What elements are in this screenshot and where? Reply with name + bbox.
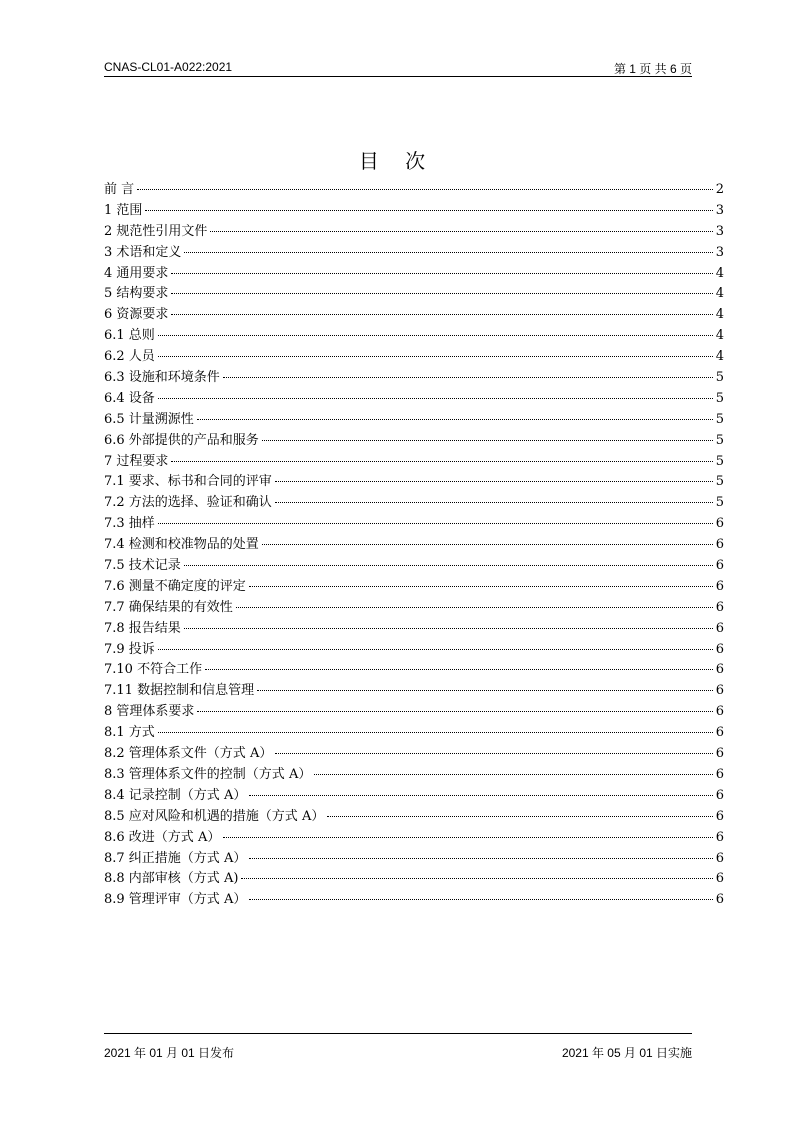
toc-dot-leader [137,189,713,190]
toc-entry[interactable] [104,389,724,410]
toc-entry[interactable] [104,222,724,243]
toc-dot-leader [210,231,712,232]
toc-dot-leader [205,669,713,670]
toc-entry[interactable] [104,514,724,535]
toc-entry[interactable] [104,807,724,828]
toc-entry-page: 6 [715,892,724,908]
toc-entry-page: 2 [715,182,724,197]
toc-entry-label: 7.10 不符合工作 [104,662,203,678]
toc-entry[interactable] [104,264,724,285]
toc-entry[interactable] [104,347,724,368]
toc-dot-leader [275,481,713,482]
toc-entry-page: 5 [715,370,724,386]
toc-entry-page: 3 [715,244,724,260]
toc-entry-label: 4 通用要求 [104,265,169,281]
toc-dot-leader [249,899,712,900]
toc-entry-label: 7 过程要求 [104,453,169,469]
toc-dot-leader [275,502,713,503]
toc-entry-label: 6.4 设备 [104,390,155,406]
toc-entry-label: 8.5 应对风险和机遇的措施（方式 A） [104,808,325,824]
toc-entry-page: 6 [715,850,724,866]
toc-entry[interactable] [104,431,724,452]
toc-dot-leader [158,523,713,524]
toc-entry-page: 6 [715,516,724,532]
toc-dot-leader [257,690,713,691]
toc-entry-page: 5 [715,453,724,469]
toc-entry-label: 8.6 改进（方式 A） [104,829,221,845]
toc-entry-page: 6 [715,766,724,782]
toc-entry[interactable] [104,681,724,702]
toc-dot-leader [184,628,713,629]
toc-entry[interactable] [104,201,724,222]
toc-entry-label: 8.3 管理体系文件的控制（方式 A） [104,766,312,782]
toc-dot-leader [158,335,713,336]
toc-entry-label: 7.1 要求、标书和合同的评审 [104,474,272,490]
effective-date: 2021 年 05 月 01 日实施 [561,1046,692,1060]
toc-entry[interactable] [104,410,724,431]
toc-entry-page: 6 [715,558,724,574]
toc-entry[interactable] [104,326,724,347]
publish-date: 2021 年 01 月 01 日发布 [104,1046,235,1060]
toc-entry-label: 8.9 管理评审（方式 A） [104,892,247,908]
toc-entry[interactable] [104,472,724,493]
toc-dot-leader [171,461,712,462]
toc-dot-leader [249,858,712,859]
toc-entry-page: 6 [715,641,724,657]
toc-entry-page: 3 [715,202,724,218]
toc-dot-leader [145,210,712,211]
toc-entry-label: 1 范围 [104,202,143,218]
toc-entry[interactable] [104,849,724,870]
toc-entry-page: 4 [715,328,724,344]
toc-entry-page: 5 [715,495,724,511]
toc-dot-leader [241,878,712,879]
toc-entry-label: 8.2 管理体系文件（方式 A） [104,746,273,762]
toc-entry-page: 4 [715,307,724,323]
toc-dot-leader [262,544,713,545]
page-footer [104,1033,692,1060]
toc-dot-leader [314,774,712,775]
toc-dot-leader [158,356,713,357]
toc-entry[interactable] [104,828,724,849]
toc-entry-page: 4 [715,349,724,365]
toc-dot-leader [197,711,712,712]
toc-entry-page: 6 [715,704,724,720]
toc-entry[interactable] [104,556,724,577]
toc-dot-leader [236,607,713,608]
toc-dot-leader [223,837,712,838]
toc-entry-page: 4 [715,286,724,302]
toc-entry-page: 6 [715,537,724,553]
toc-entry-page: 5 [715,474,724,490]
toc-entry-label: 7.11 数据控制和信息管理 [104,683,255,699]
toc-entry-label: 2 规范性引用文件 [104,223,208,239]
toc-entry[interactable] [104,765,724,786]
toc-entry[interactable] [104,619,724,640]
toc-entry-label: 8.1 方式 [104,725,155,741]
toc-entry-page: 6 [715,662,724,678]
document-code: CNAS-CL01-A022:2021 [104,60,233,74]
toc-dot-leader [223,377,713,378]
toc-entry-label: 7.8 报告结果 [104,620,181,636]
toc-entry-label: 7.4 检测和校准物品的处置 [104,537,259,553]
toc-entry-label: 7.5 技术记录 [104,558,181,574]
toc-entry-page: 6 [715,808,724,824]
toc-entry[interactable] [104,744,724,765]
toc-entry-label: 6 资源要求 [104,307,169,323]
toc-entry-label: 6.6 外部提供的产品和服务 [104,432,259,448]
toc-entry-label: 8.4 记录控制（方式 A） [104,787,247,803]
toc-entry-page: 6 [715,599,724,615]
toc-entry-label: 8.8 内部审核（方式 A) [104,871,239,887]
toc-entry[interactable] [104,660,724,681]
table-of-contents [104,180,724,911]
toc-dot-leader [249,586,713,587]
toc-entry-label: 6.3 设施和环境条件 [104,370,220,386]
toc-entry[interactable] [104,305,724,326]
toc-entry-label: 7.3 抽样 [104,516,155,532]
toc-entry-label: 6.5 计量溯源性 [104,411,194,427]
toc-entry-page: 3 [715,223,724,239]
toc-entry[interactable] [104,786,724,807]
page-header [104,58,692,77]
toc-entry[interactable] [104,284,724,305]
toc-entry-page: 6 [715,620,724,636]
toc-entry-page: 4 [715,265,724,281]
toc-entry-label: 7.7 确保结果的有效性 [104,599,233,615]
toc-entry[interactable] [104,452,724,473]
toc-entry-label: 6.2 人员 [104,349,155,365]
toc-entry-label: 6.1 总则 [104,328,155,344]
toc-entry-label: 5 结构要求 [104,286,169,302]
toc-entry[interactable] [104,243,724,264]
toc-dot-leader [275,753,712,754]
toc-entry[interactable] [104,368,724,389]
toc-entry-label: 8 管理体系要求 [104,704,195,720]
toc-entry[interactable] [104,577,724,598]
toc-dot-leader [158,398,713,399]
toc-entry-page: 6 [715,746,724,762]
toc-dot-leader [262,440,713,441]
toc-entry-page: 6 [715,725,724,741]
toc-entry-page: 6 [715,871,724,887]
toc-entry[interactable] [104,598,724,619]
toc-dot-leader [184,252,712,253]
toc-entry-page: 6 [715,787,724,803]
toc-entry-page: 5 [715,411,724,427]
toc-dot-leader [158,732,713,733]
toc-entry-label: 7.9 投诉 [104,641,155,657]
toc-dot-leader [171,314,712,315]
toc-entry[interactable] [104,180,724,201]
page-number-info: 第 1 页 共 6 页 [613,62,692,76]
toc-entry[interactable] [104,869,724,890]
toc-dot-leader [171,293,712,294]
toc-title: 目 次 [358,149,436,173]
toc-entry-page: 6 [715,829,724,845]
toc-dot-leader [184,565,713,566]
toc-entry-label: 3 术语和定义 [104,244,182,260]
toc-entry-page: 6 [715,683,724,699]
toc-entry-label: 7.6 测量不确定度的评定 [104,578,246,594]
toc-dot-leader [249,795,712,796]
toc-dot-leader [171,273,712,274]
toc-entry-label: 7.2 方法的选择、验证和确认 [104,495,272,511]
toc-entry[interactable] [104,535,724,556]
toc-entry-page: 5 [715,432,724,448]
toc-dot-leader [158,649,713,650]
toc-entry[interactable] [104,890,724,911]
toc-entry[interactable] [104,640,724,661]
toc-entry[interactable] [104,723,724,744]
toc-entry-label: 8.7 纠正措施（方式 A） [104,850,247,866]
toc-entry-page: 5 [715,390,724,406]
toc-entry[interactable] [104,493,724,514]
toc-entry-label: 前 言 [104,182,135,197]
toc-entry[interactable] [104,702,724,723]
toc-dot-leader [197,419,713,420]
toc-dot-leader [327,816,712,817]
toc-entry-page: 6 [715,578,724,594]
